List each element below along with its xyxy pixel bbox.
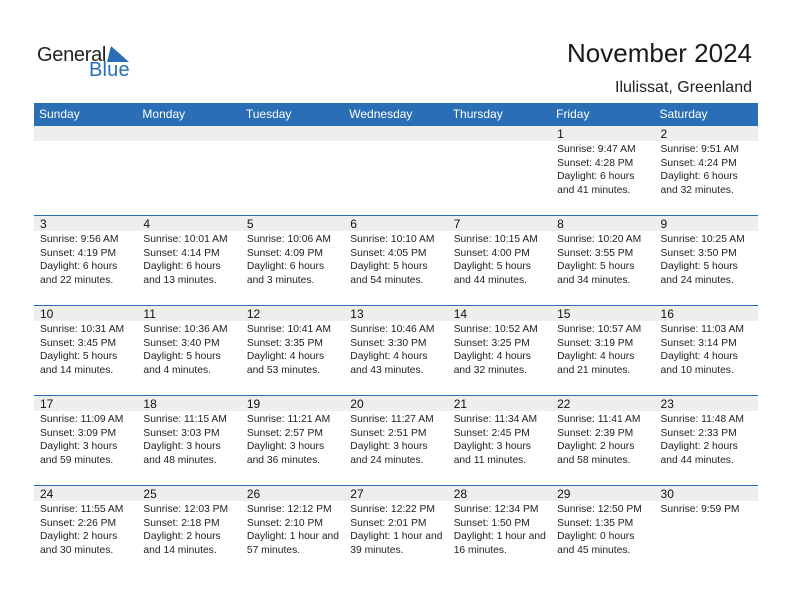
sun-info-line: Sunrise: 10:31 AM [40,324,125,335]
day-cell [344,305,447,395]
day-cell [34,215,137,305]
day-number: 25 [143,487,157,501]
sun-info-line: Sunset: 1:50 PM [453,517,530,529]
sun-info-line: and 43 minutes. [350,364,424,376]
sun-info-line: Daylight: 6 hours [40,261,118,272]
sun-info [247,413,330,467]
sun-info-line: Sunset: 3:35 PM [246,337,323,349]
sun-info-line: Daylight: 3 hours [453,441,531,452]
calendar-weeks [34,125,758,575]
sun-info-line: Sunrise: 11:48 AM [660,414,744,425]
calendar-grid [34,103,758,575]
sun-info-line: Sunset: 3:14 PM [660,337,737,349]
day-cell-header [344,125,447,141]
sun-info-line: Daylight: 1 hour and [246,531,340,542]
day-cell [655,215,758,305]
sun-info-line: 39 minutes. [350,544,404,556]
sun-info-line: and 3 minutes. [246,274,315,286]
day-cell [448,485,551,575]
day-cell [655,395,758,485]
day-number: 19 [246,397,261,411]
sun-info-line: Sunrise: 11:09 AM [40,414,124,425]
empty-day-cell [137,125,240,215]
sun-info-line: Sunrise: 10:20 AM [557,234,642,245]
sun-info [661,233,745,287]
sun-info-line: Sunrise: 9:59 PM [660,504,740,515]
day-cell [655,485,758,575]
sun-info-line: Daylight: 6 hours [660,171,738,182]
brand-word-general: General [37,44,107,66]
day-cell [551,125,654,215]
sun-info [454,413,537,467]
sun-info-line: Sunset: 2:45 PM [453,427,530,439]
page-title: November 2024 [567,38,752,68]
sun-info-line: Daylight: 3 hours [350,441,428,452]
sun-info-line: Sunrise: 12:50 PM [557,504,642,515]
sun-info-line: 57 minutes. [246,544,301,556]
day-cell-header [655,125,758,141]
sun-info-line: Daylight: 4 hours [246,351,325,362]
day-number: 14 [453,307,468,321]
day-number: 22 [557,397,571,411]
sun-info-line: Sunrise: 9:51 AM [660,144,739,155]
week-row [34,125,758,215]
day-cell-header [137,215,240,231]
sun-info-line: Sunrise: 12:03 PM [143,504,229,515]
day-cell [344,215,447,305]
sun-info-line: Sunrise: 11:21 AM [246,414,331,425]
sun-info [40,233,118,287]
sun-info-line: and 14 minutes. [143,544,217,556]
sun-info-line: Daylight: 3 hours [40,441,118,452]
weekday-header-friday: Friday [556,107,590,121]
sun-info-line: Sunrise: 12:12 PM [246,504,332,515]
sun-info-line: Daylight: 1 hour and [453,531,546,542]
day-cell [34,395,137,485]
sun-info-line: Sunset: 3:25 PM [453,337,530,349]
brand-logo [37,44,137,80]
sun-info-line: Daylight: 5 hours [40,351,118,362]
sun-info-line: Daylight: 4 hours [453,351,531,362]
week-row [34,305,758,395]
sun-info-line: Sunset: 4:05 PM [350,247,427,259]
sun-info-line: Daylight: 2 hours [40,531,118,542]
sun-info-line: Sunrise: 10:46 AM [350,324,435,335]
empty-day-cell [448,125,551,215]
sun-info [661,143,739,197]
sun-info-line: and 44 minutes. [453,274,527,286]
sun-info-line: Sunrise: 10:25 AM [660,234,745,245]
sun-info-line: and 11 minutes. [453,454,527,466]
sun-info [40,503,123,557]
sun-info [454,233,538,287]
day-number: 24 [40,487,54,501]
day-cell [241,215,344,305]
day-cell-header [241,215,344,231]
sun-info [247,233,331,287]
sun-info-line: and 21 minutes. [557,364,631,376]
day-cell [241,485,344,575]
weekday-header-saturday: Saturday [659,107,708,121]
sun-info-line: Daylight: 5 hours [660,261,738,272]
day-number: 3 [40,217,47,231]
day-number: 17 [40,397,54,411]
sun-info-line: Daylight: 5 hours [143,351,221,362]
sun-info-line: Sunset: 3:03 PM [143,427,220,439]
day-cell-header [448,125,551,141]
sun-info [350,503,442,557]
sun-info [454,503,546,557]
day-number: 27 [350,487,364,501]
sun-info-line: Sunset: 4:24 PM [660,157,737,169]
sun-info-line: Daylight: 6 hours [246,261,325,272]
day-cell-header [344,215,447,231]
sun-info [557,233,641,287]
sun-info-line: Sunset: 1:35 PM [557,517,634,529]
sun-info [350,233,434,287]
sun-info [557,323,641,377]
day-number: 12 [246,307,261,321]
sun-info-line: Daylight: 2 hours [143,531,221,542]
sun-info-line: Sunset: 4:28 PM [557,157,634,169]
sun-info-line: Daylight: 4 hours [557,351,635,362]
sun-info-line: Sunrise: 11:15 AM [143,414,227,425]
sun-info-line: Daylight: 5 hours [350,261,428,272]
sun-info-line: and 22 minutes. [40,274,114,286]
sun-info-line: Sunrise: 11:27 AM [350,414,434,425]
day-cell [551,485,654,575]
sun-info-line: and 32 minutes. [453,364,527,376]
day-cell [551,395,654,485]
sun-info-line: and 10 minutes. [660,364,734,376]
sun-info-line: and 59 minutes. [40,454,114,466]
sun-info-line: Sunset: 4:09 PM [246,247,323,259]
day-cell [34,485,137,575]
sun-info-line: Sunset: 3:19 PM [557,337,634,349]
week-row [34,485,758,575]
sun-info-line: Sunrise: 11:55 AM [40,504,124,515]
day-cell [34,305,137,395]
sun-info-line: and 4 minutes. [143,364,211,376]
sun-info-line: Sunrise: 9:47 AM [557,144,636,155]
day-cell-header [241,125,344,141]
day-number: 16 [660,307,674,321]
sun-info-line: and 44 minutes. [660,454,734,466]
sun-info-line: Daylight: 4 hours [350,351,428,362]
day-cell [137,485,240,575]
sun-info [350,323,434,377]
day-cell-header [34,125,137,141]
sun-info-line: Daylight: 0 hours [557,531,635,542]
day-cell [551,215,654,305]
week-row [34,215,758,305]
sun-info-line: and 53 minutes. [246,364,321,376]
sun-info [143,233,227,287]
sun-info [40,323,124,377]
sun-info [661,323,744,377]
day-cell [448,305,551,395]
day-cell-header [551,125,654,141]
day-number: 20 [350,397,364,411]
sun-info-line: Sunset: 2:10 PM [246,517,323,529]
day-cell [137,215,240,305]
sun-info-line: and 36 minutes. [246,454,321,466]
sun-info-line: Sunrise: 10:41 AM [246,324,331,335]
weekday-header-monday: Monday [142,107,186,121]
sun-info [40,413,123,467]
weekday-header-thursday: Thursday [452,107,503,121]
sun-info-line: Sunrise: 11:34 AM [453,414,538,425]
sun-info [247,503,339,557]
day-number: 30 [660,487,674,501]
day-cell [241,395,344,485]
sun-info-line: Sunset: 3:30 PM [350,337,427,349]
sun-info [557,143,635,197]
sun-info-line: Sunset: 2:26 PM [40,517,117,529]
day-number: 2 [660,127,668,141]
day-number: 18 [143,397,157,411]
weekday-header-tuesday: Tuesday [245,107,292,121]
day-cell [137,395,240,485]
sun-info [247,323,331,377]
day-cell [448,215,551,305]
sun-info [454,323,538,377]
day-cell [344,395,447,485]
sun-info-line: Sunrise: 10:10 AM [350,234,435,245]
day-cell [655,125,758,215]
sun-info-line: Sunrise: 12:34 PM [453,504,539,515]
week-row [34,395,758,485]
sun-info-line: Sunset: 3:45 PM [40,337,117,349]
day-number: 6 [350,217,357,231]
sun-info [143,503,228,557]
sun-info-line: Sunset: 3:55 PM [557,247,634,259]
sun-info-line: Daylight: 5 hours [453,261,531,272]
sun-info [557,413,640,467]
sun-info-line: and 34 minutes. [557,274,631,286]
sun-info-line: and 30 minutes. [40,544,114,556]
sun-info-line: Sunset: 2:57 PM [246,427,323,439]
empty-day-cell [241,125,344,215]
day-number: 7 [453,217,461,231]
day-cell [655,305,758,395]
empty-day-cell [34,125,137,215]
sun-info-line: Sunrise: 10:52 AM [453,324,538,335]
sun-info-line: Sunset: 2:51 PM [350,427,427,439]
sun-info-line: and 41 minutes. [557,184,631,196]
sun-info [557,503,642,557]
sun-info-line: Daylight: 6 hours [557,171,635,182]
day-cell-header [137,125,240,141]
sun-info [143,323,227,377]
sun-info-line: and 24 minutes. [350,454,424,466]
sun-info-line: Daylight: 3 hours [246,441,325,452]
sun-info-line: Sunset: 2:18 PM [143,517,220,529]
sun-info-line: Daylight: 5 hours [557,261,635,272]
day-number: 15 [557,307,571,321]
sun-info-line: Sunrise: 10:57 AM [557,324,642,335]
sun-info-line: Sunset: 4:00 PM [453,247,530,259]
sun-info-line: and 24 minutes. [660,274,734,286]
day-cell [551,305,654,395]
sun-info-line: and 13 minutes. [143,274,217,286]
day-number: 10 [40,307,54,321]
sun-info-line: Sunrise: 10:15 AM [453,234,538,245]
sun-info-line: and 54 minutes. [350,274,424,286]
day-number: 29 [557,487,571,501]
day-number: 1 [557,127,564,141]
sun-info [143,413,226,467]
location-label: Ilulissat, Greenland [615,79,752,96]
sun-info-line: Sunrise: 11:41 AM [557,414,641,425]
sun-info-line: Daylight: 2 hours [557,441,635,452]
sun-info-line: Sunrise: 10:36 AM [143,324,228,335]
day-number: 8 [557,217,564,231]
sun-info-line: Sunset: 2:39 PM [557,427,634,439]
day-number: 4 [143,217,151,231]
day-cell [241,305,344,395]
empty-day-cell [344,125,447,215]
sun-info-line: Sunrise: 12:22 PM [350,504,435,515]
sun-info [350,413,433,467]
sun-info-line: and 14 minutes. [40,364,114,376]
sun-info-line: Daylight: 6 hours [143,261,221,272]
sun-info-line: Sunset: 3:50 PM [660,247,737,259]
sun-info-line: Daylight: 1 hour and [350,531,443,542]
weekday-header-wednesday: Wednesday [349,107,413,121]
sun-info-line: 16 minutes. [453,544,507,556]
sun-info-line: Sunrise: 9:56 AM [40,234,119,245]
weekday-header-row [34,103,758,125]
day-cell-header [655,215,758,231]
day-number: 21 [453,397,468,411]
day-cell [448,395,551,485]
day-cell-header [551,215,654,231]
sun-info-line: Sunrise: 10:06 AM [246,234,331,245]
sun-info [661,413,744,467]
sun-info-line: Daylight: 3 hours [143,441,221,452]
weekday-header-sunday: Sunday [39,107,80,121]
day-number: 28 [453,487,468,501]
day-number: 26 [246,487,261,501]
sun-info [661,503,740,517]
sun-info-line: and 32 minutes. [660,184,734,196]
sun-info-line: Sunset: 2:01 PM [350,517,427,529]
day-cell [137,305,240,395]
sun-info-line: Daylight: 4 hours [660,351,738,362]
sun-info-line: and 48 minutes. [143,454,217,466]
day-number: 23 [660,397,674,411]
day-cell-header [34,215,137,231]
sun-info-line: and 58 minutes. [557,454,631,466]
sun-info-line: Sunset: 3:40 PM [143,337,220,349]
sun-info-line: and 45 minutes. [557,544,631,556]
sun-info-line: Sunset: 3:09 PM [40,427,117,439]
brand-word-blue: Blue [89,59,130,81]
day-cell-header [448,215,551,231]
sun-info-line: Sunrise: 10:01 AM [143,234,228,245]
day-cell [344,485,447,575]
day-number: 13 [350,307,364,321]
day-number: 9 [660,217,668,231]
sun-info-line: Sunset: 2:33 PM [660,427,737,439]
sun-info-line: Sunrise: 11:03 AM [660,324,744,335]
sun-info-line: Daylight: 2 hours [660,441,738,452]
sun-info-line: Sunset: 4:14 PM [143,247,220,259]
day-number: 5 [246,217,254,231]
day-number: 11 [143,307,156,321]
sun-info-line: Sunset: 4:19 PM [40,247,117,259]
